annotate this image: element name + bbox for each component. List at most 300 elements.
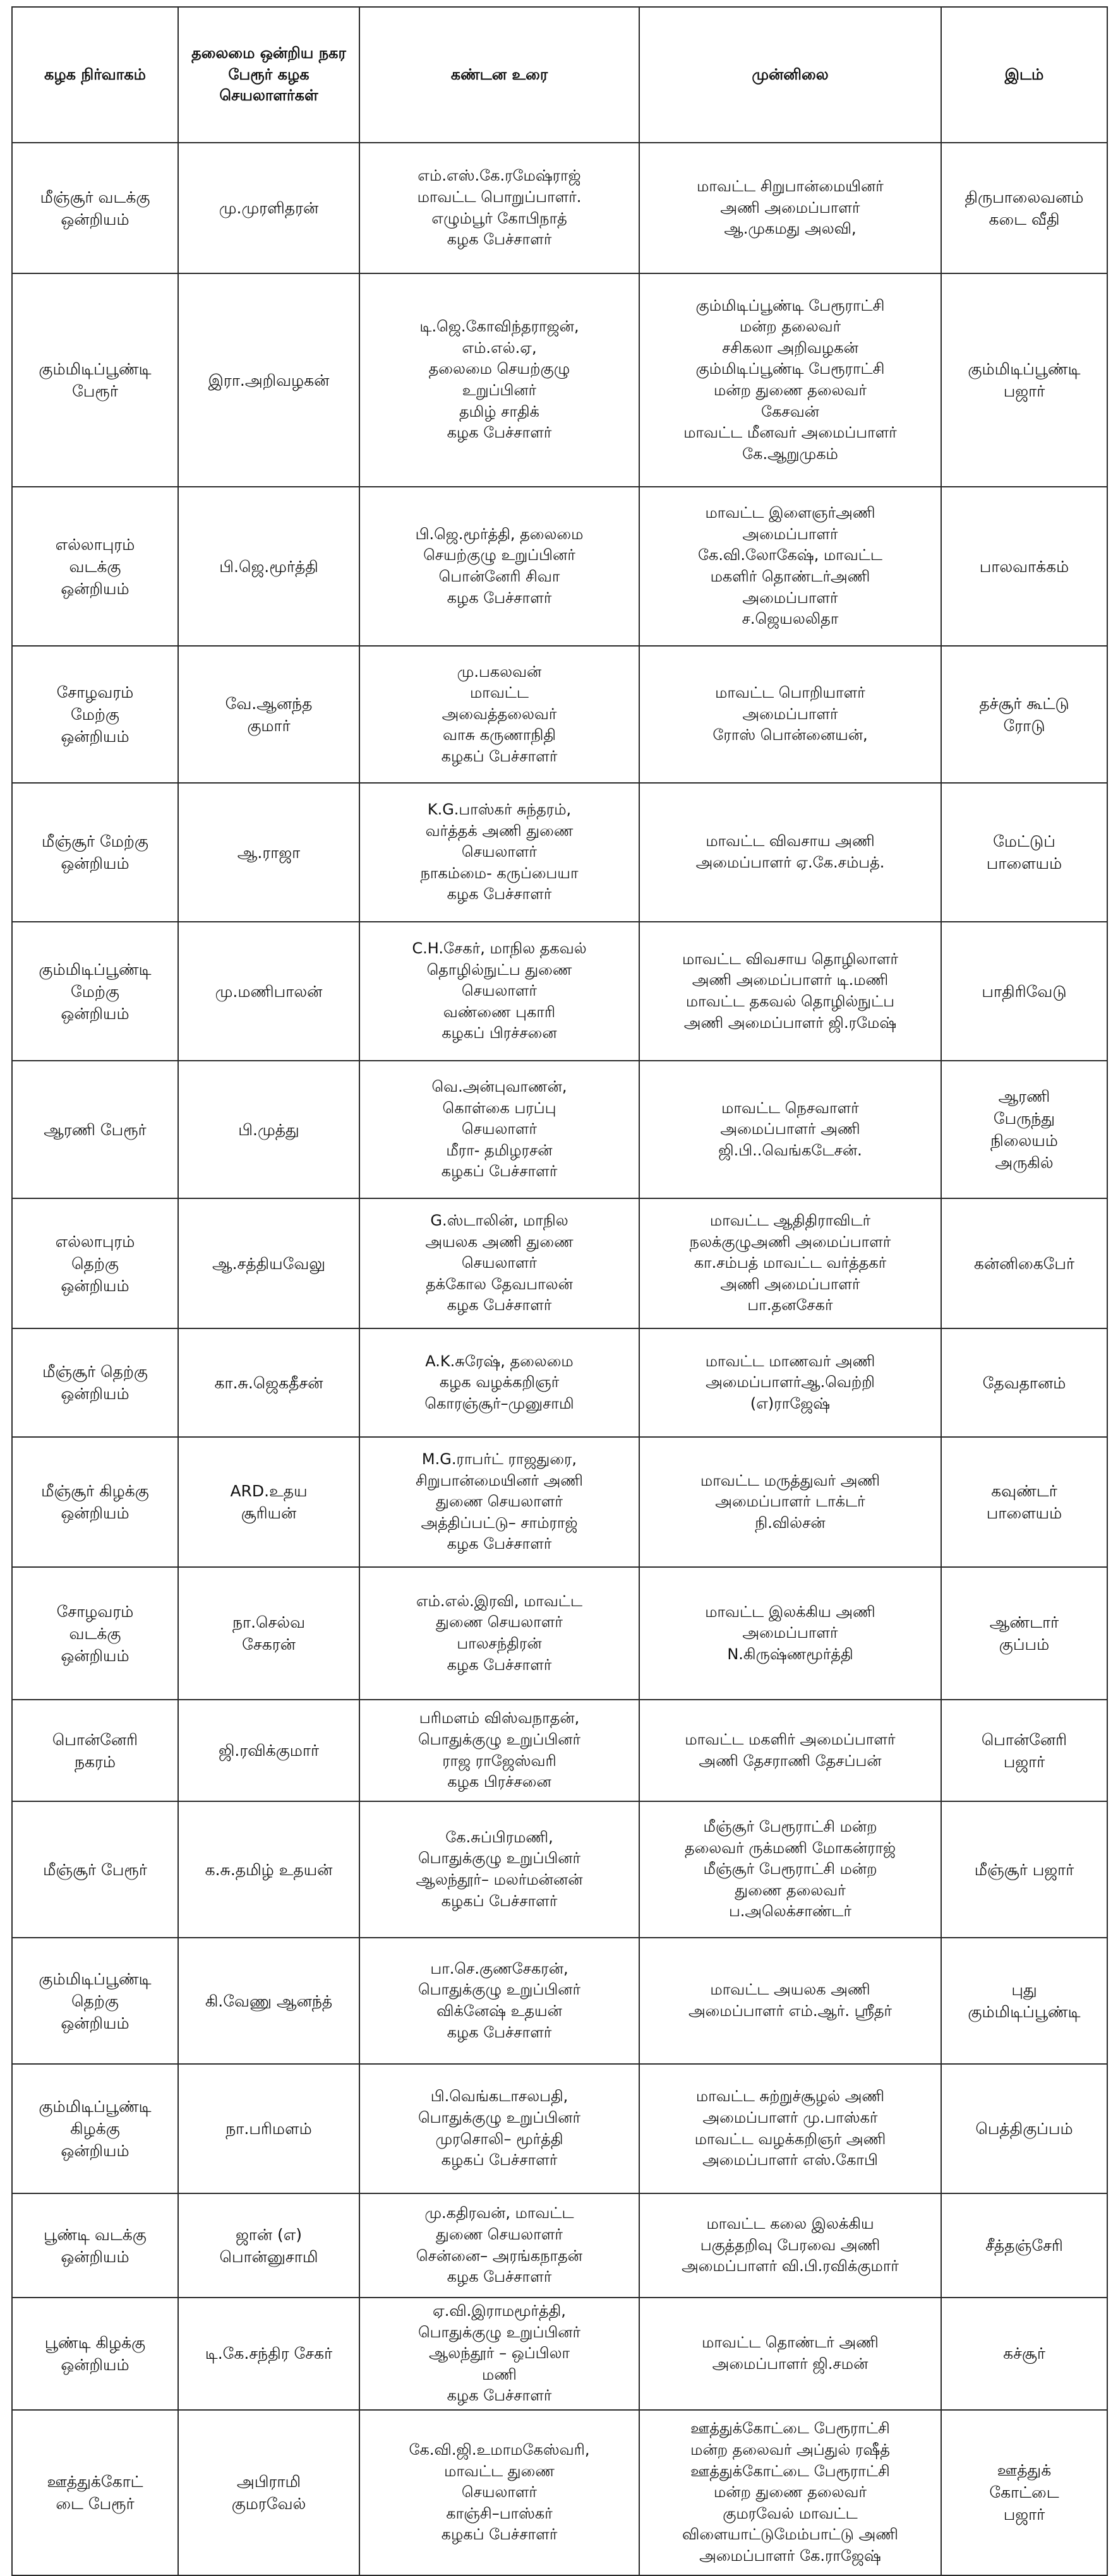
cell-text-line: கழக பேச்சாளர் (447, 1535, 552, 1553)
place-cell (941, 1567, 1107, 1700)
speech-cell (359, 1198, 639, 1328)
cell-text-line: ஊத்துக்கோட் (47, 2472, 143, 2491)
speech-cell (359, 1700, 639, 1801)
table-row (12, 1938, 1107, 2064)
cell-text-line: மாவட்ட தகவல் தொழில்நுட்ப (685, 993, 895, 1010)
table-row (12, 1437, 1107, 1567)
cell-text-line: பி.ஜெ.மூர்த்தி (219, 557, 318, 576)
secretary-cell (178, 2298, 359, 2410)
cell-text-line: மாவட்ட துணை (444, 2462, 555, 2480)
place-cell (941, 487, 1107, 646)
cell-text-line: பொன்னேரி சிவா (438, 568, 560, 585)
cell-text-line: மாவட்ட மீனவர் அமைப்பாளர் (683, 424, 897, 442)
cell-text-line: ஆ.முகமது அலவி, (724, 220, 857, 238)
cell-text-line: அமைப்பாளர் எஸ்.கோபி (702, 2151, 878, 2169)
cell-text-line: செயலாளர் (461, 2483, 538, 2501)
presence-cell (639, 646, 941, 783)
cell-text-line: K.G.பாஸ்கர் சுந்தரம், (427, 801, 572, 819)
secretary-cell (178, 143, 359, 273)
cell-text-line: சோழவரம் (56, 1602, 134, 1621)
cell-text-line: துணை செயலாளர் (436, 1493, 563, 1511)
cell-text-line: கழக பிரச்சனை (447, 1773, 551, 1791)
unit-cell (12, 1061, 178, 1198)
cell-text-line: ஒன்றியம் (61, 1385, 129, 1403)
cell-text-line: வர்த்தக் அணி துணை (425, 821, 574, 840)
place-cell (941, 1328, 1107, 1437)
cell-text-line: கும்மிடிப்பூண்டி (39, 1969, 152, 1988)
cell-text-line: இரா.அறிவழகன் (208, 371, 330, 390)
cell-text-line: கடை வீதி (989, 210, 1060, 229)
cell-text-line: கழக பேச்சாளர் (447, 2387, 552, 2405)
place-cell (941, 1061, 1107, 1198)
table-row (12, 1700, 1107, 1801)
cell-text-line: அணி அமைப்பாளர் ஜி.ரமேஷ் (683, 1013, 897, 1032)
speech-cell (359, 1328, 639, 1437)
unit-cell (12, 1700, 178, 1801)
table-row (12, 2298, 1107, 2410)
cell-text-line: எல்லாபுரம் (55, 535, 135, 554)
cell-text-line: பொதுக்குழு உறுப்பினர் (418, 1981, 581, 1999)
cell-text-line: மாவட்ட சுற்றுச்சூழல் அணி (695, 2087, 885, 2106)
cell-text-line: துணை தலைவர் (735, 1881, 846, 1899)
cell-text-line: பஜார் (1003, 2505, 1045, 2524)
cell-text-line: தலைவர் ருக்மணி மோகன்ராஜ் (684, 1839, 896, 1857)
cell-text-line: ஊத்துக்கோட்டை பேரூராட்சி (690, 2419, 890, 2438)
cell-text-line: மு.கதிரவன், மாவட்ட (424, 2204, 574, 2222)
speech-cell (359, 487, 639, 646)
cell-text-line: கே.ஆறுமுகம் (742, 444, 838, 463)
cell-text-line: பி.முத்து (238, 1120, 299, 1139)
cell-text-line: சென்னை– அரங்கநாதன் (416, 2246, 583, 2265)
cell-text-line: வண்ணை புகாரி (443, 1003, 556, 1021)
cell-text-line: ஆ.ராஜா (237, 843, 301, 862)
secretary-cell (178, 1567, 359, 1700)
cell-text-line: காஞ்சி–பாஸ்கர் (446, 2504, 553, 2522)
cell-text-line: ஆலந்தூர்– மலர்மன்னன் (416, 1871, 583, 1888)
cell-text-line: மன்ற தலைவர் அப்துல் ரஷீத் (690, 2440, 890, 2459)
cell-text-line: பாலவாக்கம் (979, 557, 1069, 576)
cell-text-line: மேற்கு (71, 705, 119, 724)
cell-text-line: எம்.எல்.ஏ, (462, 338, 537, 357)
cell-text-line: மீஞ்சூர் பேரூர் (43, 1860, 147, 1879)
cell-text-line: ஒன்றியம் (61, 1504, 129, 1522)
secretary-cell (178, 273, 359, 487)
cell-text-line: கும்மிடிப்பூண்டி பேரூராட்சி (695, 296, 885, 314)
cell-text-line: மன்ற துணை தலைவர் (713, 2483, 867, 2501)
unit-cell (12, 273, 178, 487)
cell-text-line: கழக பேச்சாளர் (447, 885, 552, 903)
cell-text-line: ராஜ ராஜேஸ்வரி (442, 1751, 556, 1770)
table-row (12, 487, 1107, 646)
place-cell (941, 1437, 1107, 1567)
cell-text-line: பரிமளம் விஸ்வநாதன், (419, 1709, 580, 1727)
presence-cell (639, 2064, 941, 2193)
cell-text-line: மாவட்ட விவசாய அணி (706, 832, 875, 850)
table-header-row (12, 7, 1107, 143)
presence-cell (639, 1061, 941, 1198)
cell-text-line: நகரம் (74, 1752, 116, 1771)
cell-text-line: மீஞ்சூர் மேற்கு (42, 832, 148, 850)
secretary-cell (178, 1198, 359, 1328)
cell-text-line: அமைப்பாளர் எம்.ஆர். ஸ்ரீதர் (688, 2002, 892, 2020)
cell-text-line: ஆலந்தூர் – ஒப்பிலா (428, 2344, 570, 2363)
place-cell (941, 922, 1107, 1061)
cell-text-line: மாவட்ட அயலக அணி (710, 1981, 870, 1999)
cell-text-line: தமிழ் சாதிக் (459, 402, 540, 420)
cell-text-line: கழகப் பேச்சாளர் (441, 1892, 558, 1910)
unit-cell (12, 487, 178, 646)
cell-text-line: ARD.உதய (230, 1482, 308, 1500)
speech-cell (359, 2410, 639, 2575)
cell-text-line: மாவட்ட இலக்கிய அணி (705, 1602, 875, 1621)
cell-text-line: மகளிர் தொண்டர்அணி (710, 568, 870, 585)
unit-cell (12, 2064, 178, 2193)
speech-cell (359, 273, 639, 487)
cell-text-line: கழக வழக்கறிஞர் (439, 1373, 560, 1392)
cell-text-line: C.H.சேகர், மாநில தகவல் (412, 939, 587, 958)
speech-cell (359, 646, 639, 783)
unit-cell (12, 2193, 178, 2298)
cell-text-line: பா.செ.குணசேகரன், (430, 1959, 568, 1977)
cell-text-line: கும்மிடிப்பூண்டி பேரூராட்சி (695, 360, 885, 378)
table-row (12, 2064, 1107, 2193)
cell-text-line: மாவட்ட கலை இலக்கிய (706, 2215, 874, 2233)
cell-text-line: அமைப்பாளர் ஜி.சமன் (712, 2354, 869, 2373)
presence-cell (639, 1198, 941, 1328)
secretary-cell (178, 1437, 359, 1567)
speech-cell (359, 143, 639, 273)
cell-text-line: மாவட்ட தொண்டர் அணி (702, 2334, 879, 2352)
cell-text-line: கழக பேச்சாளர் (447, 230, 552, 249)
secretary-cell (178, 2193, 359, 2298)
header-party-unit: கழக நிர்வாகம் (12, 7, 178, 143)
cell-text-line: மாவட்ட பொறியாளர் (715, 684, 865, 702)
cell-text-line: மீரா- தமிழரசன் (446, 1141, 553, 1159)
place-cell (941, 1801, 1107, 1938)
presence-cell (639, 2410, 941, 2575)
cell-text-line: டி.கே.சந்திர சேகர் (205, 2344, 333, 2363)
cell-text-line: அமைப்பாளர் வி.பி.ரவிக்குமார் (682, 2257, 899, 2275)
unit-cell (12, 1437, 178, 1567)
cell-text-line: பேருந்து (993, 1109, 1055, 1128)
cell-text-line: பூண்டி வடக்கு (44, 2225, 147, 2244)
cell-text-line: மன்ற தலைவர் (739, 318, 841, 336)
cell-text-line: குமரவேல் மாவட்ட (723, 2504, 858, 2522)
cell-text-line: தச்சூர் கூட்டு (979, 694, 1069, 713)
secretary-cell (178, 1061, 359, 1198)
cell-text-line: அணி அமைப்பாளர் (720, 198, 860, 217)
cell-text-line: மு.முரளிதரன் (219, 199, 319, 217)
cell-text-line: மாவட்ட சிறுபான்மையினர் (697, 177, 884, 196)
cell-text-line: பாளையம் (986, 1504, 1062, 1522)
cell-text-line: கே.வி.ஜி.உமாமகேஸ்வரி, (409, 2440, 590, 2459)
cell-text-line: பொதுக்குழு உறுப்பினர் (418, 2108, 581, 2126)
cell-text-line: N.கிருஷ்ணமூர்த்தி (727, 1645, 853, 1663)
presence-cell (639, 1328, 941, 1437)
place-cell (941, 143, 1107, 273)
place-cell (941, 273, 1107, 487)
table-row (12, 922, 1107, 1061)
cell-text-line: பஜார் (1003, 1752, 1045, 1771)
cell-text-line: அத்திப்பட்டு– சாம்ராஜ் (421, 1513, 578, 1532)
table-row (12, 1328, 1107, 1437)
cell-text-line: ஏ.வி.இராமமூர்த்தி, (433, 2302, 566, 2320)
cell-text-line: பெத்திகுப்பம் (975, 2120, 1073, 2138)
presence-cell (639, 2193, 941, 2298)
cell-text-line: அமைப்பாளர் (742, 588, 838, 607)
cell-text-line: செயலாளர் (461, 1120, 538, 1138)
cell-text-line: செயலாளர் (461, 843, 538, 861)
meeting-schedule-table (11, 6, 1108, 2576)
speech-cell (359, 1567, 639, 1700)
cell-text-line: சோழவரம் (56, 683, 134, 701)
cell-text-line: கி.வேணு ஆனந்த் (205, 1991, 333, 2010)
cell-text-line: பா.தனசேகர் (747, 1296, 833, 1315)
cell-text-line: அமைப்பாளர் ஏ.கே.சம்பத். (695, 854, 885, 871)
cell-text-line: கொரஞ்சூர்–முனுசாமி (424, 1394, 574, 1412)
cell-text-line: மு.பகலவன் (457, 662, 542, 681)
cell-text-line: ஒன்றியம் (61, 2247, 129, 2266)
cell-text-line: குமார் (247, 716, 291, 735)
speech-cell (359, 1938, 639, 2064)
cell-text-line: எம்.எல்.இரவி, மாவட்ட (416, 1592, 583, 1610)
cell-text-line: பூண்டி கிழக்கு (44, 2333, 146, 2352)
presence-cell (639, 273, 941, 487)
cell-text-line: மாவட்ட ஆதிதிராவிடர் (709, 1212, 871, 1230)
cell-text-line: கேசவன் (761, 402, 819, 420)
cell-text-line: ஆரணி (998, 1087, 1050, 1106)
cell-text-line: பொன்னுசாமி (219, 2247, 318, 2266)
cell-text-line: செயலாளர் (461, 1254, 538, 1272)
cell-text-line: அமைப்பாளர் (742, 705, 838, 723)
presence-cell (639, 1700, 941, 1801)
header-venue: இடம் (941, 7, 1107, 143)
cell-text-line: கழக பேச்சாளர் (447, 1655, 552, 1674)
presence-cell (639, 783, 941, 922)
cell-text-line: கழகப் பேச்சாளர் (441, 2151, 558, 2169)
cell-text-line: ஜான் (எ) (235, 2225, 303, 2244)
cell-text-line: எழும்பூர் கோபிநாத் (431, 209, 567, 227)
cell-text-line: கழக பேச்சாளர் (447, 2023, 552, 2041)
cell-text-line: அணி தேசராணி தேசப்பன் (699, 1751, 882, 1770)
cell-text-line: மீஞ்சூர் பேரூராட்சி மன்ற (703, 1818, 877, 1836)
cell-text-line: மீஞ்சூர் கிழக்கு (41, 1482, 149, 1500)
secretary-cell (178, 2410, 359, 2575)
cell-text-line: கழக பேச்சாளர் (447, 588, 552, 607)
cell-text-line: எம்.எஸ்.கே.ரமேஷ்ராஜ் (418, 167, 581, 185)
cell-text-line: ஒன்றியம் (61, 854, 129, 873)
cell-text-line: கொள்கை பரப்பு (442, 1099, 556, 1117)
cell-text-line: கே.வி.லோகேஷ், மாவட்ட (698, 546, 882, 564)
cell-text-line: கும்மிடிப்பூண்டி (39, 960, 152, 979)
cell-text-line: (எ)ராஜேஷ் (750, 1394, 831, 1412)
speech-cell (359, 922, 639, 1061)
cell-text-line: சூரியன் (241, 1504, 297, 1522)
secretary-cell (178, 1938, 359, 2064)
speech-cell (359, 2193, 639, 2298)
presence-cell (639, 1938, 941, 2064)
cell-text-line: கோட்டை (989, 2483, 1059, 2502)
cell-text-line: முரசொலி– மூர்த்தி (435, 2130, 563, 2148)
cell-text-line: ஒன்றியம் (61, 2013, 129, 2032)
cell-text-line: ஜி.ரவிக்குமார் (218, 1741, 320, 1760)
cell-text-line: பொன்னேரி (52, 1730, 138, 1749)
place-cell (941, 2298, 1107, 2410)
cell-text-line: சேகரன் (242, 1635, 296, 1654)
cell-text-line: கா.சம்பத் மாவட்ட வர்த்தகர் (694, 1254, 887, 1272)
cell-text-line: எல்லாபுரம் (55, 1232, 135, 1251)
header-condemnation-speech: கண்டன உரை (359, 7, 639, 143)
cell-text-line: மாவட்ட மருத்துவர் அணி (700, 1471, 881, 1489)
cell-text-line: அபிராமி (236, 2472, 301, 2491)
cell-text-line: மாவட்ட மாணவர் அணி (705, 1352, 875, 1370)
table-row (12, 783, 1107, 922)
cell-text-line: அருகில் (995, 1154, 1054, 1172)
cell-text-line: மீஞ்சூர் பேரூராட்சி மன்ற (703, 1860, 877, 1878)
cell-text-line: அமைப்பாளர் டாக்டர் (715, 1493, 865, 1511)
cell-text-line: நலக்குழுஅணி அமைப்பாளர் (689, 1232, 891, 1251)
cell-text-line: தெற்கு (71, 1254, 119, 1273)
cell-text-line: மேட்டுப் (993, 832, 1055, 850)
cell-text-line: ஒன்றியம் (61, 1004, 129, 1023)
cell-text-line: தலைமை செயற்குழு (428, 360, 570, 378)
cell-text-line: தேவதானம் (982, 1373, 1066, 1392)
cell-text-line: கும்மிடிப்பூண்டி (968, 360, 1081, 378)
unit-cell (12, 783, 178, 922)
cell-text-line: பேரூர் (72, 382, 118, 400)
unit-cell (12, 922, 178, 1061)
cell-text-line: விளையாட்டுமேம்பாட்டு அணி (682, 2525, 898, 2544)
cell-text-line: கழக பேச்சாளர் (447, 424, 552, 442)
cell-text-line: க.சு.தமிழ் உதயன் (205, 1860, 333, 1879)
cell-text-line: கிழக்கு (70, 2120, 120, 2138)
cell-text-line: அமைப்பாளர் (742, 525, 838, 543)
cell-text-line: மாவட்ட (469, 684, 529, 702)
secretary-cell (178, 1328, 359, 1437)
cell-text-line: மாவட்ட இளைஞர்அணி (705, 504, 875, 522)
cell-text-line: ஊத்துக்கோட்டை பேரூராட்சி (690, 2462, 890, 2480)
cell-text-line: மீஞ்சூர் தெற்கு (42, 1363, 148, 1381)
cell-text-line: மாவட்ட வழக்கறிஞர் அணி (694, 2130, 886, 2148)
cell-text-line: ஒன்றியம் (61, 1646, 129, 1665)
cell-text-line: ரோஸ் பொன்னையன், (712, 726, 868, 744)
cell-text-line: வாசு கருணாநிதி (442, 726, 556, 744)
table-row (12, 1567, 1107, 1700)
presence-cell (639, 1567, 941, 1700)
cell-text-line: துணை செயலாளர் (436, 1613, 563, 1631)
cell-text-line: மாவட்ட நெசவாளர் (721, 1099, 859, 1117)
cell-text-line: அணி அமைப்பாளர் (720, 1275, 860, 1293)
cell-text-line: துணை செயலாளர் (436, 2225, 563, 2243)
cell-text-line: டி.ஜெ.கோவிந்தராஜன், (419, 318, 579, 336)
place-cell (941, 2410, 1107, 2575)
unit-cell (12, 1198, 178, 1328)
cell-text-line: உறுப்பினர் (462, 381, 537, 399)
cell-text-line: அமைப்பாளர் அணி (720, 1120, 860, 1138)
cell-text-line: ப.அலெக்சாண்டர் (728, 1902, 852, 1921)
cell-text-line: கழகப் பேச்சாளர் (441, 747, 558, 765)
secretary-cell (178, 1801, 359, 1938)
cell-text-line: கே.சுப்பிரமணி, (445, 1828, 553, 1846)
speech-cell (359, 2298, 639, 2410)
cell-text-line: ஒன்றியம் (61, 727, 129, 746)
cell-text-line: பஜார் (1003, 382, 1045, 400)
cell-text-line: அமைப்பாளர் (742, 1624, 838, 1642)
cell-text-line: ஒன்றியம் (61, 210, 129, 229)
secretary-cell (178, 922, 359, 1061)
cell-text-line: நா.செல்வ (232, 1613, 306, 1631)
speech-cell (359, 2064, 639, 2193)
cell-text-line: G.ஸ்டாலின், மாநில (430, 1212, 568, 1230)
cell-text-line: A.K.சுரேஷ், தலைமை (425, 1352, 574, 1370)
cell-text-line: ஆ.சத்தியவேலு (212, 1254, 326, 1273)
cell-text-line: பி.வெங்கடாசலபதி, (430, 2087, 568, 2106)
table-row (12, 2193, 1107, 2298)
place-cell (941, 2064, 1107, 2193)
table-row (12, 1061, 1107, 1198)
cell-text-line: கழகப் பேச்சாளர் (441, 2525, 558, 2544)
cell-text-line: ஒன்றியம் (61, 579, 129, 598)
cell-text-line: வடக்கு (69, 1624, 121, 1643)
cell-text-line: புது (1011, 1981, 1037, 1999)
cell-text-line: கும்மிடிப்பூண்டி (39, 360, 152, 378)
table-row (12, 646, 1107, 783)
secretary-cell (178, 783, 359, 922)
cell-text-line: பொதுக்குழு உறுப்பினர் (418, 1849, 581, 1868)
cell-text-line: மேற்கு (71, 982, 119, 1001)
cell-text-line: தக்கோல தேவபாலன் (426, 1275, 573, 1293)
place-cell (941, 646, 1107, 783)
cell-text-line: சசிகலா அறிவழகன் (722, 338, 858, 357)
cell-text-line: அயலக அணி துணை (425, 1232, 574, 1251)
place-cell (941, 1700, 1107, 1801)
header-presence: முன்னிலை (639, 7, 941, 143)
secretary-cell (178, 487, 359, 646)
cell-text-line: மன்ற துணை தலைவர் (713, 381, 867, 399)
cell-text-line: விக்னேஷ் உதயன் (436, 2002, 562, 2020)
cell-text-line: ஒன்றியம் (61, 1276, 129, 1295)
unit-cell (12, 1328, 178, 1437)
unit-cell (12, 1938, 178, 2064)
cell-text-line: பாளையம் (986, 854, 1062, 873)
cell-text-line: ரோடு (1003, 716, 1045, 735)
cell-text-line: அமைப்பாளர் மு.பாஸ்கர் (702, 2108, 878, 2126)
cell-text-line: பொன்னேரி (981, 1730, 1067, 1749)
table-row (12, 2410, 1107, 2575)
cell-text-line: சிறுபான்மையினர் அணி (416, 1471, 583, 1489)
cell-text-line: கழக பேச்சாளர் (447, 1296, 552, 1315)
secretary-cell (178, 2064, 359, 2193)
cell-text-line: கும்மிடிப்பூண்டி (39, 2097, 152, 2116)
cell-text-line: கும்மிடிப்பூண்டி (968, 2003, 1081, 2021)
cell-text-line: கச்சூர் (1003, 2344, 1045, 2363)
cell-text-line: ஊத்துக் (997, 2461, 1052, 2480)
presence-cell (639, 2298, 941, 2410)
cell-text-line: சீத்தஞ்சேரி (985, 2236, 1063, 2255)
secretary-cell (178, 1700, 359, 1801)
cell-text-line: பி.ஜெ.மூர்த்தி, தலைமை (415, 525, 584, 543)
cell-text-line: செயலாளர் (461, 982, 538, 1000)
cell-text-line: மாவட்ட மகளிர் அமைப்பாளர் (685, 1730, 896, 1748)
cell-text-line: மாவட்ட பொறுப்பாளர். (417, 188, 582, 206)
table-row (12, 143, 1107, 273)
cell-text-line: கழக பேச்சாளர் (447, 2268, 552, 2286)
cell-text-line: தொழில்நுட்ப துணை (426, 960, 572, 979)
unit-cell (12, 2410, 178, 2575)
cell-text-line: பொதுக்குழு உறுப்பினர் (418, 2323, 581, 2341)
cell-text-line: பாதிரிவேடு (982, 982, 1067, 1001)
presence-cell (639, 1437, 941, 1567)
